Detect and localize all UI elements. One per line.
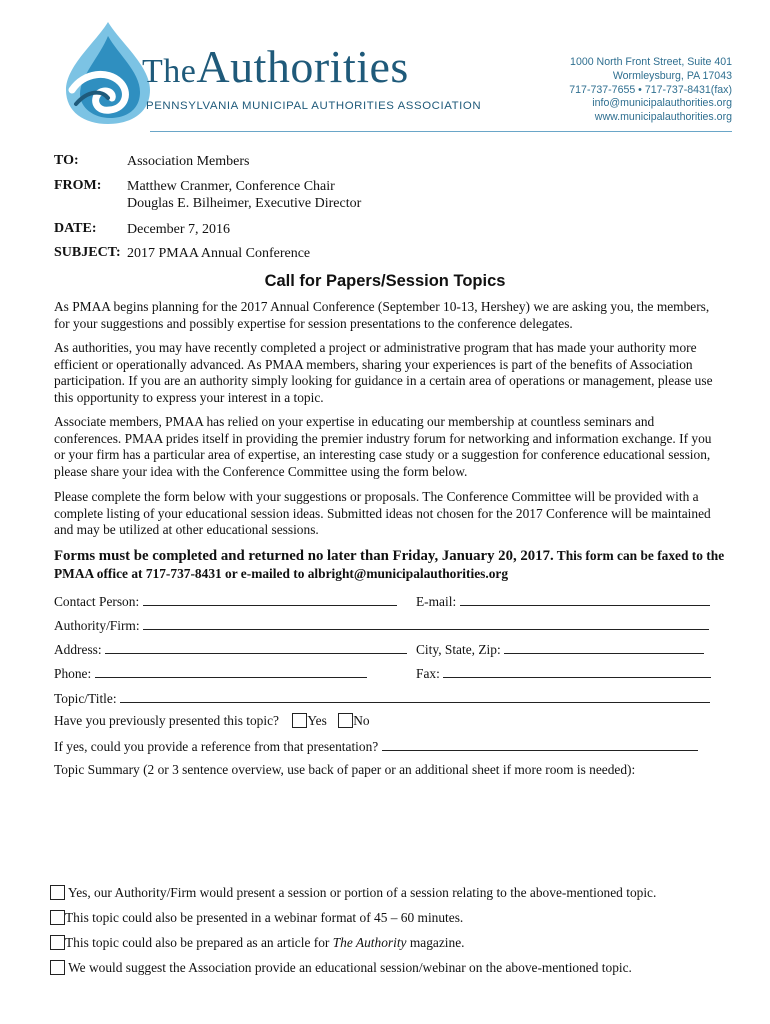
- option-article-label-before: This topic could also be prepared as an article for: [65, 935, 333, 950]
- city-state-zip-field[interactable]: [504, 640, 704, 654]
- phone-label: Phone:: [54, 666, 92, 681]
- deadline-notice: [54, 547, 734, 582]
- presented-no-checkbox[interactable]: [338, 713, 353, 728]
- fax-field[interactable]: [443, 664, 711, 678]
- from-line-1: Matthew Cranmer, Conference Chair: [127, 179, 335, 194]
- subject-label: SUBJECT:: [54, 245, 121, 260]
- option-webinar-label: This topic could also be presented in a webinar format of 45 – 60 minutes.: [65, 910, 464, 925]
- address-label: Address:: [54, 642, 102, 657]
- option-article-magazine: The Authority: [332, 935, 407, 950]
- contact-person-label: Contact Person:: [54, 594, 140, 609]
- option-suggest-session-label: We would suggest the Association provide an educational session/webinar on the above-mentioned topic.: [68, 960, 632, 975]
- presented-yes-checkbox[interactable]: [292, 713, 307, 728]
- document-title: Call for Papers/Session Topics: [264, 272, 506, 290]
- topic-summary-area[interactable]: [54, 782, 718, 878]
- date-value: December 7, 2016: [127, 222, 231, 237]
- city-state-zip-label: City, State, Zip:: [416, 642, 501, 657]
- address-field[interactable]: [105, 640, 407, 654]
- address-line-2: Wormleysburg, PA 17043: [612, 69, 732, 82]
- option-present-session-label: Yes, our Authority/Firm would present a session or portion of a session relating to the above-mentioned topic.: [67, 885, 657, 900]
- reference-question: If yes, could you provide a reference from that presentation?: [54, 739, 379, 754]
- option-article-checkbox[interactable]: [50, 935, 65, 950]
- website-link[interactable]: www.municipalauthorities.org: [594, 111, 732, 124]
- topic-title-field[interactable]: [120, 689, 710, 703]
- email-label: E-mail:: [416, 594, 457, 609]
- option-webinar-checkbox[interactable]: [50, 910, 65, 925]
- to-label: TO:: [54, 153, 79, 168]
- email-field[interactable]: [460, 592, 710, 606]
- paragraph-4: Please complete the form below with your suggestions or proposals. The Conference Committee will be provided with a complete listing of your educational session ideas. Submitted ideas not chosen for the 2017 Conference will be maintained and may be utilized at other educational sessions.: [54, 489, 711, 538]
- topic-title-label: Topic/Title:: [54, 691, 117, 706]
- presented-yes-label: Yes: [307, 713, 327, 728]
- presented-row: [54, 713, 370, 729]
- date-label: DATE:: [54, 221, 97, 236]
- phone-field[interactable]: [95, 664, 367, 678]
- contact-person-row: [54, 592, 397, 610]
- topic-title-row: [54, 689, 710, 707]
- option-present-session: [50, 885, 656, 901]
- authority-firm-row: [54, 616, 709, 634]
- authority-firm-field[interactable]: [143, 616, 709, 630]
- subject-value: 2017 PMAA Annual Conference: [127, 246, 311, 261]
- address-line-1: 1000 North Front Street, Suite 401: [570, 56, 732, 68]
- option-present-session-checkbox[interactable]: [50, 885, 65, 900]
- deadline-rest: This form can be faxed to the PMAA office at 717-737-8431 or e-mailed to albright@municipalauthorities.org: [54, 548, 725, 581]
- paragraph-2: As authorities, you may have recently completed a project or administrative program that has made your authority more efficient or operationally advanced. As PMAA members, sharing your experiences is part of the benefits of Association participation. If you are an authority simply looking for guidance in a certain area of operations or management, please use this opportunity to express your interest in a topic.: [54, 340, 713, 405]
- paragraph-3: Associate members, PMAA has relied on your expertise in educating our membership at countless seminars and conferences. PMAA prides itself in providing the premier industry forum for networking and information exchange. If you or your firm has a particular area of expertise, an interesting case study or a suggestion for conference educational session, please share your idea with the Conference Committee using the form below.: [54, 414, 712, 479]
- brand-the: The: [142, 53, 197, 90]
- fax-row: [416, 664, 711, 682]
- contact-person-field[interactable]: [143, 592, 397, 606]
- authority-firm-label: Authority/Firm:: [54, 618, 140, 633]
- email-row: [416, 592, 710, 610]
- city-state-zip-row: [416, 640, 704, 658]
- phone-fax: 717-737-7655 • 717-737-8431(fax): [569, 83, 732, 96]
- address-row: [54, 640, 407, 658]
- reference-field[interactable]: [382, 737, 698, 751]
- from-label: FROM:: [54, 178, 102, 193]
- topic-summary-label: Topic Summary (2 or 3 sentence overview, use back of paper or an additional sheet if more room is needed):: [54, 762, 636, 777]
- option-webinar: [50, 910, 463, 926]
- option-suggest-session-checkbox[interactable]: [50, 960, 65, 975]
- option-article-label-after: magazine.: [406, 935, 465, 950]
- option-article: [50, 935, 465, 951]
- brand-authorities: Authorities: [196, 41, 409, 92]
- paragraph-1: As PMAA begins planning for the 2017 Annual Conference (September 10-13, Hershey) we are asking you, the members, for your suggestions and possibly expertise for session presentations to the conference delegates.: [54, 299, 710, 331]
- brand-subtitle: PENNSYLVANIA MUNICIPAL AUTHORITIES ASSOCIATION: [146, 100, 482, 112]
- header-divider: [150, 131, 732, 132]
- email-link[interactable]: info@municipalauthorities.org: [592, 97, 732, 110]
- presented-question: Have you previously presented this topic?: [54, 713, 279, 728]
- contact-block: [569, 56, 732, 125]
- brand-name: [142, 41, 409, 92]
- reference-row: [54, 737, 698, 755]
- phone-row: [54, 664, 367, 682]
- from-line-2: Douglas E. Bilheimer, Executive Director: [127, 196, 362, 211]
- from-value: [127, 178, 361, 212]
- deadline-main: Forms must be completed and returned no later than Friday, January 20, 2017.: [54, 548, 554, 564]
- option-suggest-session: [50, 960, 632, 976]
- to-value: Association Members: [127, 154, 250, 169]
- fax-label: Fax:: [416, 666, 440, 681]
- presented-no-label: No: [353, 713, 370, 728]
